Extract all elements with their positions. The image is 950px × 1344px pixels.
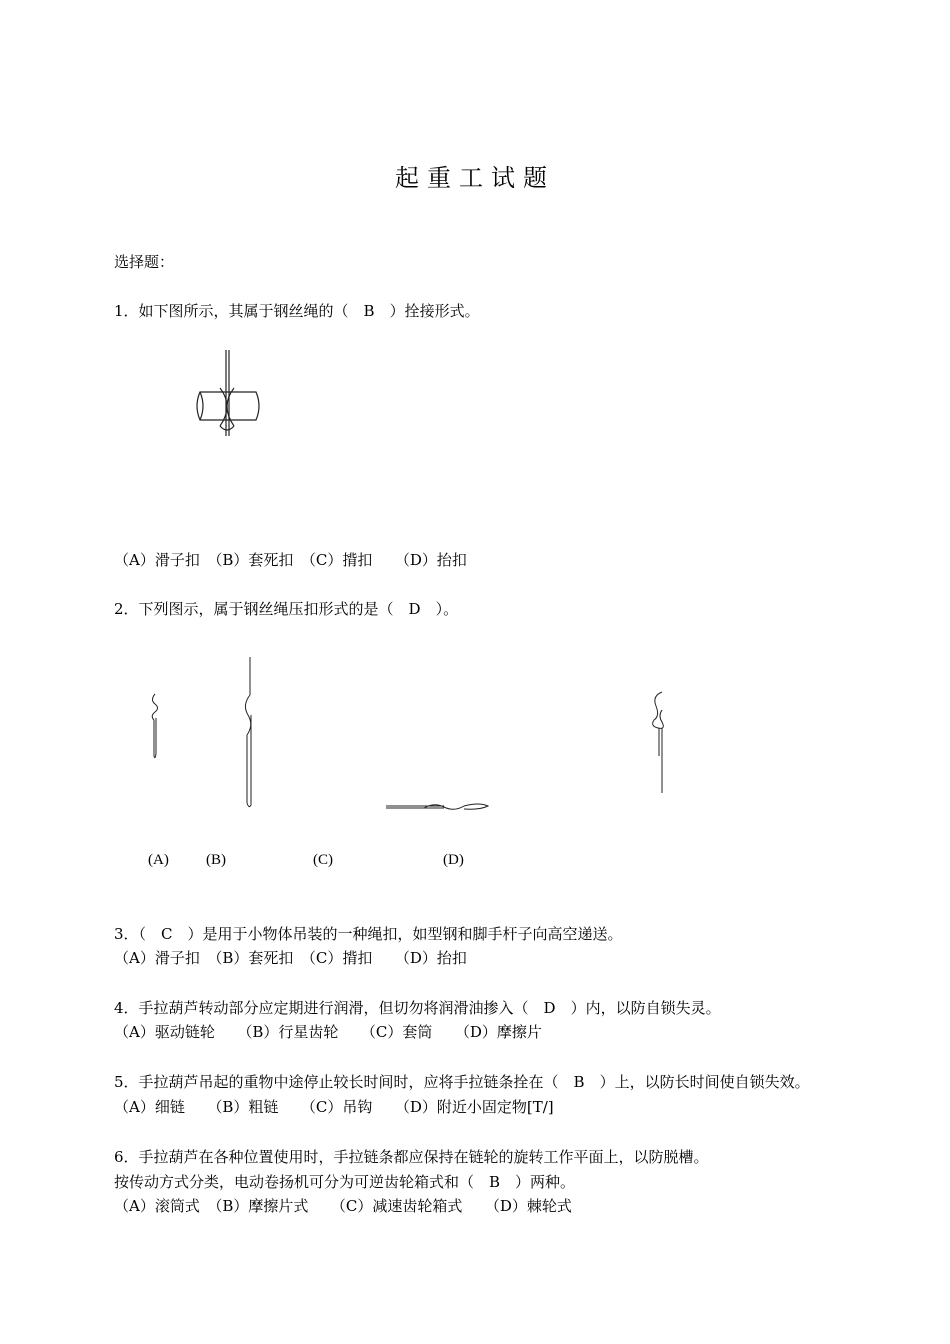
- question-1-options: （A）滑子扣 （B）套死扣 （C）揹扣 （D）抬扣: [114, 551, 467, 569]
- question-2-stem: 2．下列图示，属于钢丝绳压扣形式的是（ D ）。: [114, 600, 459, 618]
- question-4-options: （A）驱动链轮 （B）行星齿轮 （C）套筒 （D）摩擦片: [114, 1023, 542, 1041]
- question-1-stem: 1．如下图所示，其属于钢丝绳的（ B ）拴接形式。: [114, 302, 480, 320]
- page-title: 起重工试题: [395, 164, 555, 192]
- question-6-stem: 6．手拉葫芦在各种位置使用时，手拉链条都应保持在链轮的旋转工作平面上，以防脱槽。: [114, 1148, 709, 1166]
- figure-q2-a: [146, 690, 166, 760]
- figure-q1-knot: [190, 348, 270, 443]
- section-heading: 选择题：: [114, 253, 175, 271]
- figure-q2-d: [648, 688, 670, 798]
- question-6-options: （A）滚筒式 （B）摩擦片式 （C）减速齿轮箱式 （D）棘轮式: [114, 1197, 572, 1215]
- question-4-stem: 4．手拉葫芦转动部分应定期进行润滑，但切勿将润滑油掺入（ D ）内，以防自锁失灵。: [114, 999, 721, 1017]
- figure-q2-label-c: (C): [313, 852, 333, 868]
- figure-q2-label-b: (B): [206, 852, 226, 868]
- question-3-stem: 3．（ C ）是用于小物体吊装的一种绳扣，如型钢和脚手杆子向高空递送。: [114, 925, 623, 943]
- question-5-stem: 5．手拉葫芦吊起的重物中途停止较长时间时，应将手拉链条拴在（ B ）上，以防长时间使自锁失效。: [114, 1073, 810, 1091]
- figure-q2-label-a: (A): [148, 852, 169, 868]
- question-5-options: （A）细链 （B）粗链 （C）吊钩 （D）附近小固定物[T/]: [114, 1098, 554, 1116]
- question-3-options: （A）滑子扣 （B）套死扣 （C）揹扣 （D）抬扣: [114, 949, 467, 967]
- figure-q2-label-d: (D): [443, 852, 464, 868]
- figure-q2-b: [238, 655, 260, 810]
- question-6-line2: 按传动方式分类，电动卷扬机可分为可逆齿轮箱式和（ B ）两种。: [114, 1173, 576, 1191]
- figure-q2-c: [384, 800, 494, 814]
